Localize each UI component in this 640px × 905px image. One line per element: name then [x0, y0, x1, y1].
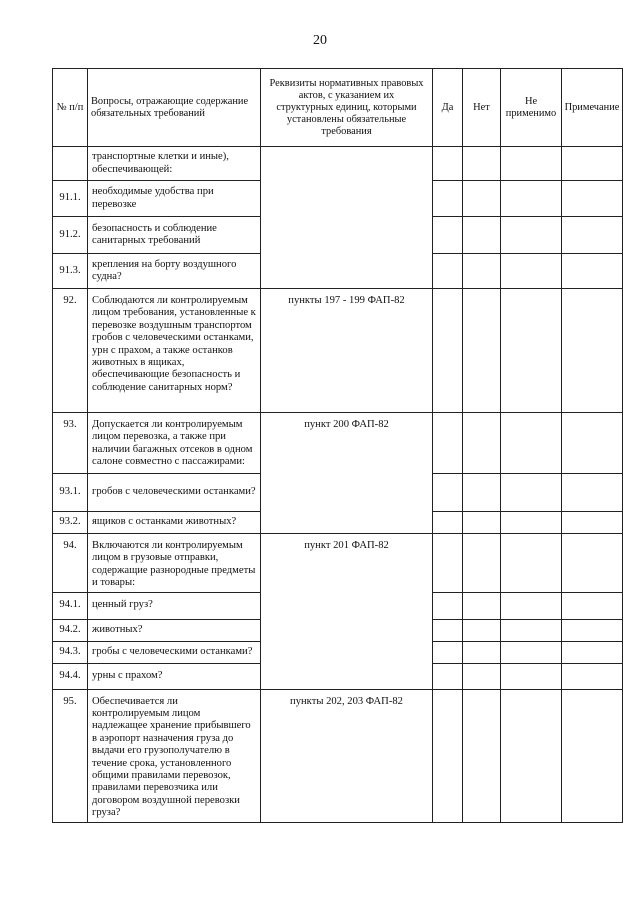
row-question: Допускается ли контролируемым лицом перевозка, а также при наличии багажных отсеков в одном салоне совместно с пассажирами:: [88, 413, 261, 474]
row-requisites: пункт 201 ФАП-82: [261, 534, 433, 690]
cell-no[interactable]: [463, 512, 501, 534]
page-number: 20: [313, 33, 327, 48]
cell-yes[interactable]: [433, 289, 463, 413]
row-number: 94.2.: [53, 619, 88, 641]
row-question: Включаются ли контролируемым лицом в грузовые отправки, содержащие разнородные предметы и товары:: [88, 534, 261, 593]
cell-no[interactable]: [463, 663, 501, 689]
cell-not-applicable[interactable]: [501, 641, 562, 663]
cell-note[interactable]: [562, 217, 623, 254]
cell-no[interactable]: [463, 413, 501, 474]
row-requisites: пункты 197 - 199 ФАП-82: [261, 289, 433, 413]
cell-yes[interactable]: [433, 147, 463, 181]
cell-not-applicable[interactable]: [501, 289, 562, 413]
row-number: 91.1.: [53, 181, 88, 217]
cell-yes[interactable]: [433, 534, 463, 593]
cell-no[interactable]: [463, 289, 501, 413]
row-question: транспортные клетки и иные), обеспечивающей:: [88, 147, 261, 181]
cell-not-applicable[interactable]: [501, 663, 562, 689]
cell-note[interactable]: [562, 592, 623, 619]
cell-note[interactable]: [562, 534, 623, 593]
cell-note[interactable]: [562, 289, 623, 413]
row-question: Обеспечивается ли контролируемым лицом надлежащее хранение прибывшего в аэропорт назначения груза до выдачи его грузополучателю в течение срока, установленного общими правилами перевозок, правилами перевозчика или договором воздушной перевозки груза?: [88, 689, 261, 822]
cell-note[interactable]: [562, 512, 623, 534]
cell-no[interactable]: [463, 181, 501, 217]
row-number: 91.3.: [53, 254, 88, 289]
cell-not-applicable[interactable]: [501, 619, 562, 641]
cell-not-applicable[interactable]: [501, 254, 562, 289]
cell-note[interactable]: [562, 147, 623, 181]
row-number: 94.4.: [53, 663, 88, 689]
row-requisites: пункты 202, 203 ФАП-82: [261, 689, 433, 822]
cell-no[interactable]: [463, 592, 501, 619]
row-number: 94.3.: [53, 641, 88, 663]
row-requisites: [261, 147, 433, 289]
header-requisites: Реквизиты нормативных правовых актов, с указанием их структурных единиц, которыми установлены обязательные требования: [261, 69, 433, 147]
cell-note[interactable]: [562, 689, 623, 822]
row-question: урны с прахом?: [88, 663, 261, 689]
cell-not-applicable[interactable]: [501, 689, 562, 822]
cell-yes[interactable]: [433, 619, 463, 641]
row-question: Соблюдаются ли контролируемым лицом требования, установленные к перевозке воздушным транспортом гробов с человеческими останками, урн с прахом, а также останков животных в ящиках, обеспечивающие безопасность и соблюдение санитарных норм?: [88, 289, 261, 413]
cell-yes[interactable]: [433, 592, 463, 619]
row-question: необходимые удобства при перевозке: [88, 181, 261, 217]
cell-no[interactable]: [463, 474, 501, 512]
cell-no[interactable]: [463, 689, 501, 822]
cell-yes[interactable]: [433, 689, 463, 822]
cell-yes[interactable]: [433, 512, 463, 534]
cell-note[interactable]: [562, 641, 623, 663]
row-question: ценный груз?: [88, 592, 261, 619]
row-number: 92.: [53, 289, 88, 413]
row-number: 94.1.: [53, 592, 88, 619]
cell-yes[interactable]: [433, 413, 463, 474]
header-num: № п/п: [53, 69, 88, 147]
cell-not-applicable[interactable]: [501, 181, 562, 217]
cell-not-applicable[interactable]: [501, 413, 562, 474]
cell-yes[interactable]: [433, 254, 463, 289]
row-question: гробы с человеческими останками?: [88, 641, 261, 663]
cell-yes[interactable]: [433, 181, 463, 217]
cell-note[interactable]: [562, 619, 623, 641]
cell-yes[interactable]: [433, 663, 463, 689]
cell-not-applicable[interactable]: [501, 534, 562, 593]
cell-yes[interactable]: [433, 217, 463, 254]
table-row: [53, 689, 623, 822]
row-question: ящиков с останками животных?: [88, 512, 261, 534]
row-number: 91.2.: [53, 217, 88, 254]
cell-not-applicable[interactable]: [501, 592, 562, 619]
row-number: 94.: [53, 534, 88, 593]
row-requisites: пункт 200 ФАП-82: [261, 413, 433, 534]
cell-no[interactable]: [463, 641, 501, 663]
table-row: [53, 147, 623, 181]
header-question: Вопросы, отражающие содержание обязательных требований: [88, 69, 261, 147]
cell-note[interactable]: [562, 181, 623, 217]
row-question: безопасность и соблюдение санитарных требований: [88, 217, 261, 254]
cell-yes[interactable]: [433, 474, 463, 512]
cell-note[interactable]: [562, 474, 623, 512]
header-no: Нет: [463, 69, 501, 147]
requirements-table: [52, 68, 623, 823]
row-question: животных?: [88, 619, 261, 641]
cell-not-applicable[interactable]: [501, 474, 562, 512]
row-question: гробов с человеческими останками?: [88, 474, 261, 512]
cell-no[interactable]: [463, 217, 501, 254]
cell-note[interactable]: [562, 663, 623, 689]
cell-yes[interactable]: [433, 641, 463, 663]
row-question: крепления на борту воздушного судна?: [88, 254, 261, 289]
table-row: [53, 289, 623, 413]
header-note: Примечание: [562, 69, 623, 147]
row-number: 93.1.: [53, 474, 88, 512]
row-number: 93.: [53, 413, 88, 474]
cell-note[interactable]: [562, 413, 623, 474]
cell-not-applicable[interactable]: [501, 217, 562, 254]
header-not-applicable: Не применимо: [501, 69, 562, 147]
row-number: 95.: [53, 689, 88, 822]
cell-not-applicable[interactable]: [501, 512, 562, 534]
cell-no[interactable]: [463, 534, 501, 593]
row-number: [53, 147, 88, 181]
header-row: [53, 69, 623, 147]
cell-note[interactable]: [562, 254, 623, 289]
cell-not-applicable[interactable]: [501, 147, 562, 181]
table-row: [53, 534, 623, 593]
cell-no[interactable]: [463, 147, 501, 181]
table-row: [53, 413, 623, 474]
row-number: 93.2.: [53, 512, 88, 534]
cell-no[interactable]: [463, 254, 501, 289]
cell-no[interactable]: [463, 619, 501, 641]
header-yes: Да: [433, 69, 463, 147]
